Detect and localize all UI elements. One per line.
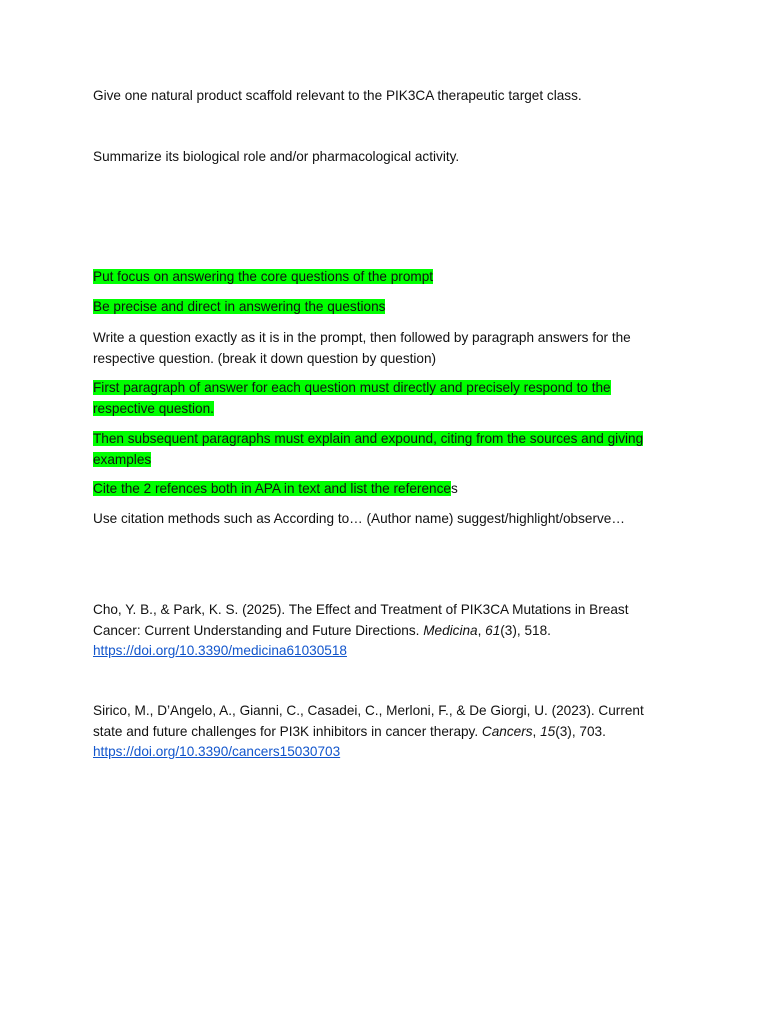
instruction-1: [93, 267, 673, 288]
reference-1-lead: Cho, Y. B., & Park, K. S. (2025). The Effect and Treatment of PIK3CA Mutations in Breast Cancer: Current Understanding and Future Directions.: [93, 602, 629, 638]
reference-2-journal: Cancers: [481, 723, 533, 739]
reference-1: [93, 600, 673, 662]
reference-2-separator: ,: [532, 723, 541, 739]
reference-1-volume: 61: [485, 622, 501, 638]
prompt-question-1: [93, 86, 673, 107]
reference-2-volume: 15: [540, 723, 556, 739]
instruction-4: [93, 378, 673, 419]
instruction-2: [93, 297, 673, 318]
reference-2-tail: (3), 703.: [555, 723, 606, 739]
reference-2-doi-link[interactable]: https://doi.org/10.3390/cancers15030703: [93, 744, 341, 759]
prompt-question-2: [93, 147, 673, 168]
reference-2-lead: Sirico, M., D’Angelo, A., Gianni, C., Casadei, C., Merloni, F., & De Giorgi, U. (2023). Current state and future challenges for PI3K inhibitors in cancer therapy.: [93, 703, 644, 739]
reference-1-doi-link[interactable]: https://doi.org/10.3390/medicina61030518: [93, 643, 347, 658]
instruction-3: [93, 328, 673, 369]
reference-1-tail: (3), 518.: [500, 622, 551, 638]
instruction-5-text: Then subsequent paragraphs must explain and expound, citing from the sources and giving examples: [93, 431, 644, 467]
instruction-6-highlighted-text: Cite the 2 refences both in APA in text and list the reference: [93, 481, 451, 496]
instruction-6-tail-text: s: [450, 481, 458, 496]
instruction-2-text: Be precise and direct in answering the questions: [93, 299, 386, 314]
instruction-7-text: Use citation methods such as According to… (Author name) suggest/highlight/observe…: [93, 511, 625, 526]
reference-2: [93, 701, 673, 763]
reference-1-journal: Medicina: [423, 622, 478, 638]
instruction-6: [93, 479, 673, 500]
prompt-question-1-text: Give one natural product scaffold relevant to the PIK3CA therapeutic target class.: [93, 88, 582, 103]
instruction-1-text: Put focus on answering the core questions of the prompt: [93, 269, 434, 284]
instruction-4-text: First paragraph of answer for each question must directly and precisely respond to the respective question.: [93, 380, 611, 416]
reference-1-separator: ,: [477, 622, 486, 638]
prompt-question-2-text: Summarize its biological role and/or pharmacological activity.: [93, 149, 460, 164]
instruction-5: [93, 429, 673, 470]
instruction-7: [93, 509, 673, 530]
instruction-3-text: Write a question exactly as it is in the prompt, then followed by paragraph answers for the respective question. (break it down question by question): [93, 330, 631, 366]
